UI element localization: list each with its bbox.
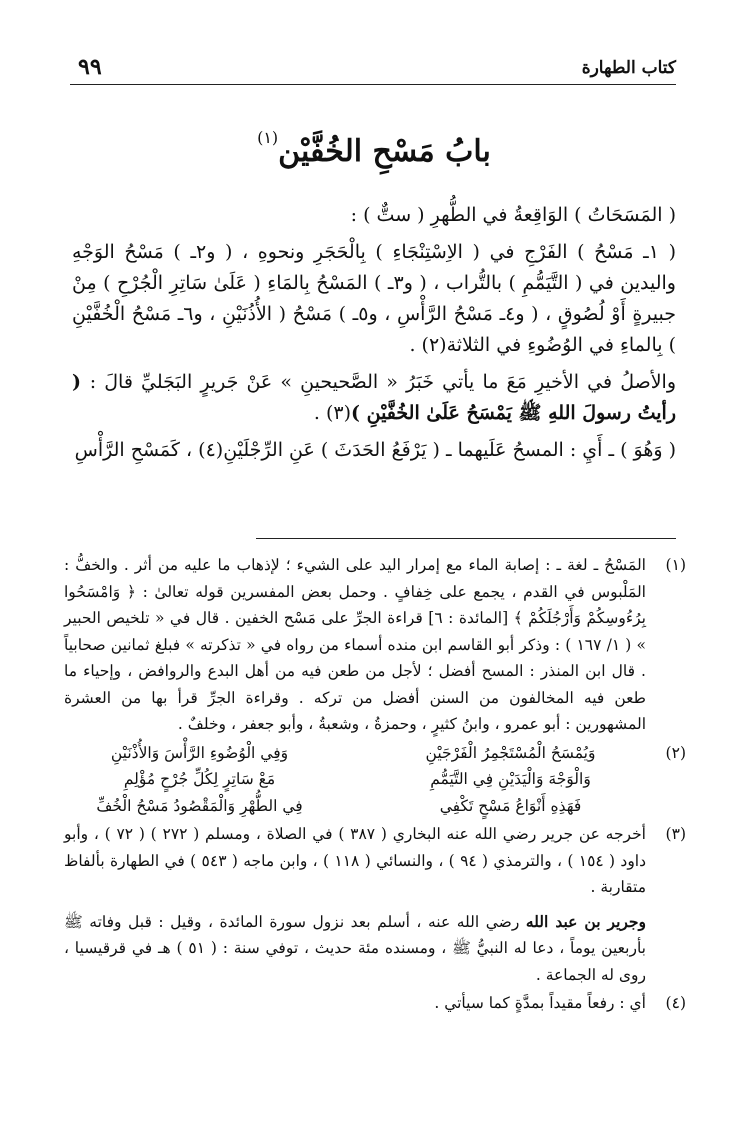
hadith-note-ref: (٣) . <box>313 402 351 424</box>
poem-verse: فِي الطُّهْرِ وَالْمَقْصُودُ مَسْحُ الْخُفِّ <box>96 796 303 815</box>
poem-verse: وَالْوَجْهَ وَالْيَدَيْنِ فِي التَّيَمُّمِ <box>430 770 591 788</box>
chapter-note-ref: (١) <box>257 128 279 147</box>
footnote-text: أي : رفعاً مقيداً بمدَّةٍ كما سيأتي . <box>434 994 646 1012</box>
poem-verse: فَهَذِهِ أَنْوَاعُ مَسْحٍ تَكْفِي <box>439 796 582 815</box>
page-number: ٩٩ <box>78 54 102 80</box>
footnote-3 <box>64 821 686 988</box>
poem-verse: مَعْ سَاتِرٍ لِكُلِّ جُرْحٍ مُؤْلِمِ <box>123 770 276 788</box>
hadith-text: ( رأيتُ رسولَ اللهِ ﷺ يَمْسَحُ عَلَىٰ الخُفَّيْنِ ) <box>72 371 676 424</box>
paragraph-list: ( ١ـ مَسْحُ ) الفَرْجِ في ( الاِسْتِنْجَاءِ ) بِالْحَجَرِ ونحوهِ ، ( و٢ـ ) مَسْحُ الوَجْهِ واليدين في ( التَّيَمُّمِ ) بالتُّراب ، ( و٣ـ ) المَسْحُ بِالمَاءِ ( عَلَىٰ سَاتِرِ الْجُرْحِ ) مِنْ جبيرةٍ أَوْ لُصُوقٍ ، ( و٤ـ مَسْحُ الرَّأْسِ ، و٥ـ ) مَسْحُ ( الأُذُنَيْنِ ، و٦ـ مَسْحُ الْخُفَّيْنِ ) بِالماءِ في الوُضُوءِ في الثلاثة(٢) . <box>72 241 676 356</box>
footnote-4 <box>64 990 686 1017</box>
footnote-separator <box>256 538 676 539</box>
chapter-title <box>0 128 748 169</box>
chapter-title-text: بابُ مَسْحِ الخُفَّيْن <box>278 134 491 169</box>
footnote-number: (١) <box>665 556 686 574</box>
footnote-2 <box>64 740 686 820</box>
footnote-number: (٣) <box>665 825 686 843</box>
poem-verse: وَيُمْسَحُ الْمُسْتَجْمِرُ الْفَرْجَيْنِ <box>425 743 596 762</box>
footnote-text: أخرجه عن جرير رضي الله عنه البخاري ( ٣٨٧ ) في الصلاة ، ومسلم ( ٢٧٢ ) ( ٧٢ ) ، وأبو داود ( ١٥٤ ) ، والترمذي ( ٩٤ ) ، والنسائي ( ١١٨ ) ، وابن ماجه ( ٥٤٣ ) في الطهارة بألفاظ متقاربة . <box>64 825 647 896</box>
main-text <box>72 200 676 472</box>
paragraph-hadith <box>72 367 676 429</box>
poem <box>64 740 646 820</box>
footnote-number: (٤) <box>665 994 686 1012</box>
bio-name: وجرير بن عبد الله <box>525 911 646 931</box>
footnote-number: (٢) <box>665 743 686 762</box>
bio-text: رضي الله عنه ، أسلم بعد نزول سورة المائدة ، وقيل : قبل وفاته ﷺ بأربعين يوماً ، دعا له النبيُّ ﷺ ، ومسنده مئة حديث ، توفي سنة : ( ٥١ ) هـ في قرقيسيا ، روى له الجماعة . <box>64 912 646 984</box>
footnote-text: المَسْحُ ـ لغة ـ : إصابة الماء مع إمرار اليد على الشيء ؛ لإذهاب ما عليه من أثر . والخفُّ : المَلْبوس في القدم ، يجمع على خِفافٍ . وحمل بعض المفسرين قوله تعالىٰ : ﴿ وَامْسَحُوا بِرُءُوسِكُمْ وَأَرْجُلَكُمْ ﴾ [المائدة : ٦] قراءة الجرِّ على مَسْح الخفين . قال في « تلخيص الحبير » ( ١/ ١٦٧ ) : وذكر أبو القاسم ابن منده أسماء من رواه في « تذكرته » فبلغ ثمانين صحابياً . قال ابن المنذر : المسح أفضل ؛ لأجل من طعن فيه من أهل البدع والروافض ، وإحياء ما طعن فيه المخالفون من السنن أفضل من تركه . وقراءة الجرِّ قرأ بها من العشرة المشهورين : أبو عمرو ، وابنُ كثيرٍ ، وحمزةُ ، وشعبةُ ، وأبو جعفر ، وخلفٌ . <box>64 556 646 733</box>
page-header <box>70 52 676 85</box>
footnote-bio <box>64 909 646 989</box>
paragraph-ruling: ( وَهُوَ ) ـ أَيِ : المسحُ عَلَيهما ـ ( يَرْفَعُ الحَدَثَ ) عَنِ الرِّجْلَيْنِ(٤) ، كَمَسْحِ الرَّأْسِ <box>74 439 676 461</box>
paragraph-intro: ( المَسَحَاتُ ) الوَاقِعةُ في الطُّهرِ ( ستٌّ ) : <box>350 204 676 226</box>
footnotes <box>64 552 686 1019</box>
book-title: كتاب الطهارة <box>581 58 676 78</box>
footnote-1 <box>64 552 686 738</box>
hadith-intro: والأصلُ في الأخيرِ مَعَ ما يأتي خَبَرُ « الصَّحيحينِ » عَنْ جَريرٍ البَجَليِّ قالَ : <box>89 371 677 393</box>
poem-verse: وَفِي الْوُضُوءِ الرَّأْسَ وَالأُذْنَيْنِ <box>110 743 289 762</box>
